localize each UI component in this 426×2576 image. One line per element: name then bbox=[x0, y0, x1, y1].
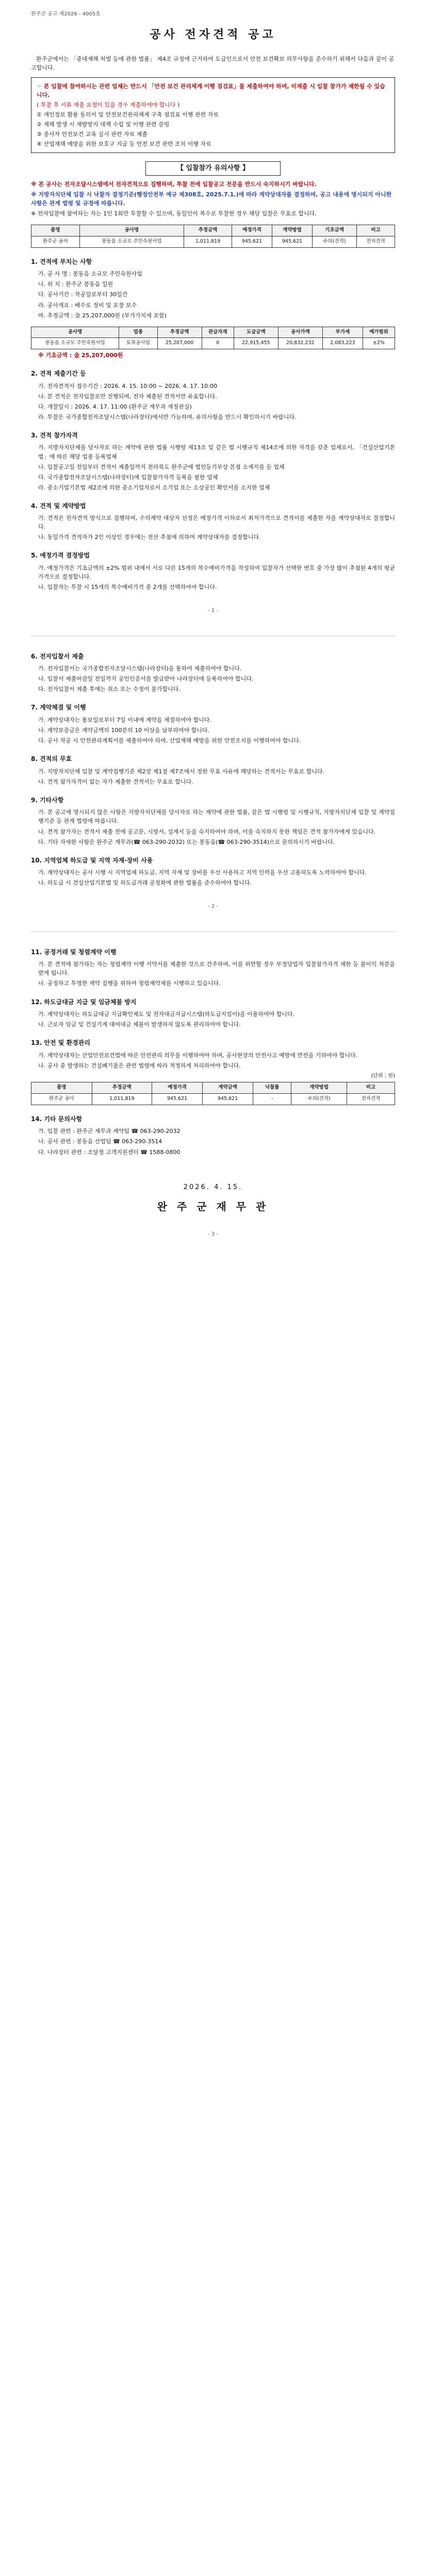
table-cell: 945,621 bbox=[272, 236, 312, 248]
section-item: 마. 추정금액 : 金 25,207,000원 (부가가치세 포함) bbox=[38, 312, 167, 319]
table-row bbox=[31, 236, 395, 248]
table-header-row bbox=[31, 327, 395, 338]
table-row bbox=[31, 1094, 395, 1105]
section-item: 나. 계약보증금은 계약금액의 100분의 10 이상을 납부하여야 합니다. bbox=[38, 727, 210, 734]
section-item: 나. 입찰공고일 전일부터 견적서 제출일까지 전라북도 완주군에 법인등기부상 본점 소재지를 둔 업체 bbox=[38, 463, 285, 470]
section-heading: 9. 기타사항 bbox=[31, 796, 64, 804]
table-header: 도급금액 bbox=[234, 327, 278, 338]
table-header: 공사명 bbox=[79, 225, 184, 236]
notice-item: ☞ 본 입찰에 참여하시는 관련 업체는 반드시 「안전 보건 관리체계 이행 점검표」를 제출하여야 하며, 미제출 시 입찰 참가가 제한될 수 있습니다. bbox=[37, 82, 385, 98]
section-item: 다. 기타 자세한 사항은 완주군 재무과(☎ 063-290-2032) 또는 봉동읍(☎ 063-290-3514)으로 문의하시기 바랍니다. bbox=[38, 838, 335, 845]
section-item: 가. 전자입찰서는 국가종합전자조달시스템(나라장터)을 통하여 제출하여야 합니다. bbox=[38, 665, 242, 672]
table-header: 추정금액 bbox=[184, 225, 232, 236]
section-heading: 5. 예정가격 결정방법 bbox=[31, 552, 90, 560]
table-header: 계약방법 bbox=[272, 225, 312, 236]
section-heading: 6. 전자입찰서 제출 bbox=[31, 652, 84, 660]
table-header: 추정금액 bbox=[157, 327, 202, 338]
section-heading: 10. 지역업체 하도급 및 지역 자재·장비 사용 bbox=[31, 856, 153, 864]
table-cell: 봉동읍 소규모 주민숙원사업 bbox=[31, 338, 119, 349]
table-header: 품명 bbox=[31, 1082, 92, 1094]
section-item: 나. 공사 중 발생하는 건설폐기물은 관련 법령에 따라 적정하게 처리하여야 합니다. bbox=[38, 1062, 241, 1069]
section-heading: 1. 견적에 부치는 사항 bbox=[31, 258, 92, 265]
table-cell: 수의(견적) bbox=[313, 236, 357, 248]
notice-date: 2026. 4. 15. bbox=[183, 1183, 243, 1191]
table-cell: 완주군 공사 bbox=[31, 1094, 92, 1105]
section-item: 나. 위 치 : 완주군 봉동읍 일원 bbox=[38, 281, 113, 288]
section-item: 가. 공 사 명 : 봉동읍 소규모 주민숙원사업 bbox=[38, 270, 142, 278]
table-header: 예정가격 bbox=[152, 1082, 203, 1094]
table-header: 예가범위 bbox=[363, 327, 395, 338]
section-item: 가. 견적은 전자견적 방식으로 집행하며, 수의계약 대상자 선정은 예정가격 이하로서 최저가격으로 견적서를 제출한 자를 계약상대자로 결정합니다. bbox=[38, 515, 395, 531]
table-header: 공사가액 bbox=[278, 327, 322, 338]
notice-item: ④ 산업재해 예방을 위한 보호구 지급 등 안전 보건 관련 조치 이행 자료 bbox=[37, 140, 211, 147]
table-cell: 945,621 bbox=[203, 1094, 253, 1105]
table-cell: - bbox=[253, 1094, 291, 1105]
table-cell: 945,621 bbox=[232, 236, 272, 248]
section-item: 가. 전자견적서 접수기간 : 2026. 4. 15. 10:00 ~ 2026. 4. 17. 10:00 bbox=[38, 382, 217, 389]
section-item: 나. 견적 참가자는 견적서 제출 전에 공고문, 시방서, 설계서 등을 숙지하여야 하며, 이를 숙지하지 못한 책임은 견적 참가자에게 있습니다. bbox=[38, 828, 376, 835]
page-number: - 3 - bbox=[208, 1231, 218, 1237]
table-cell: ±2% bbox=[363, 338, 395, 349]
section-item: 라. 공사개요 : 배수로 정비 및 포장 보수 bbox=[38, 301, 137, 309]
table-header-row bbox=[31, 225, 395, 236]
section-item: 나. 하도급 시 건설산업기본법 및 하도급거래 공정화에 관한 법률을 준수하여야 합니다. bbox=[38, 879, 252, 887]
table-header: 품명 bbox=[31, 225, 80, 236]
table-header: 관급자재 bbox=[202, 327, 234, 338]
section-item: 가. 계약상대자는 공사 시행 시 지역업체 하도급, 지역 자재 및 장비를 우선 사용하고 지역 인력을 우선 고용하도록 노력하여야 합니다. bbox=[38, 869, 367, 876]
document-page bbox=[0, 0, 426, 1279]
section-item: 나. 입찰자는 투찰 시 15개의 복수예비가격 중 2개를 선택하여야 합니다. bbox=[38, 584, 217, 591]
caution-item: ※ 지방자치단체 입찰 시 낙찰자 결정기준(행정안전부 예규 제308호, 2025.7.1.)에 따라 계약상대자를 결정하며, 공고 내용에 명시되지 아니한 사항은 관계 법령 및 규정에 따릅니다. bbox=[31, 191, 392, 207]
section-item: 가. 계약상대자는 산업안전보건법에 따른 안전관리 의무를 이행하여야 하며, 공사현장의 안전사고 예방에 만전을 기하여야 합니다. bbox=[38, 1052, 358, 1059]
section-item: 가. 예정가격은 기초금액의 ±2% 범위 내에서 서로 다른 15개의 복수예비가격을 작성하여 입찰자가 선택한 번호 중 가장 많이 추첨된 4개의 평균가격으로 결정합니다. bbox=[38, 565, 395, 581]
section-heading: 4. 견적 및 계약방법 bbox=[31, 502, 86, 510]
section-item: 라. 투찰은 국가종합전자조달시스템(나라장터)에서만 가능하며, 유의사항을 반드시 확인하시기 바랍니다. bbox=[38, 413, 297, 420]
section-item: 나. 견적 참가자격이 없는 자가 제출한 견적서는 무효로 합니다. bbox=[38, 778, 193, 785]
issuer-name: 완 주 군 재 무 관 bbox=[157, 1200, 269, 1213]
contract-summary-table bbox=[31, 1082, 395, 1105]
table-cell: 봉동읍 소규모 주민숙원사업 bbox=[79, 236, 184, 248]
section-item: 가. 지방자치단체 입찰 및 계약집행기준 제2장 제1절 제7조에서 정한 무효 사유에 해당하는 견적서는 무효로 합니다. bbox=[38, 768, 325, 775]
section-heading: 7. 계약체결 및 이행 bbox=[31, 704, 86, 711]
summary-table bbox=[31, 225, 395, 247]
table-cell: 0 bbox=[202, 338, 234, 349]
section-item: 나. 공사 관련 : 봉동읍 산업팀 ☎ 063-290-3514 bbox=[38, 1138, 162, 1145]
section-item: 라. 중소기업기본법 제2조에 의한 중소기업자로서 소기업 또는 소상공인 확인서를 소지한 업체 bbox=[38, 484, 270, 491]
table-unit: (단위 : 원) bbox=[371, 1073, 395, 1079]
table-cell: 토목공사업 bbox=[119, 338, 158, 349]
section-heading: 3. 견적 참가자격 bbox=[31, 431, 78, 439]
table-cell: 1,011,819 bbox=[92, 1094, 152, 1105]
page-number: - 2 - bbox=[208, 904, 218, 910]
section-item: 나. 입찰서 제출마감일 전일까지 공인인증서를 발급받아 나라장터에 등록하여야 합니다. bbox=[38, 675, 254, 683]
table-cell: 전자견적 bbox=[347, 1094, 395, 1105]
table-cell: 전자견적 bbox=[357, 236, 395, 248]
section-heading: 11. 공정거래 및 청렴계약 이행 bbox=[31, 948, 117, 956]
table-header: 계약방법 bbox=[291, 1082, 347, 1094]
table-header: 공사명 bbox=[31, 327, 119, 338]
section-item: 가. 본 공고에 명시되지 않은 사항은 지방자치단체를 당사자로 하는 계약에 관한 법률, 같은 법 시행령 및 시행규칙, 지방자치단체 입찰 및 계약집행기준 등 관계 법령에 따릅니다. bbox=[38, 809, 395, 825]
table-header: 비고 bbox=[347, 1082, 395, 1094]
table-cell: 945,621 bbox=[152, 1094, 203, 1105]
table-header: 추정금액 bbox=[92, 1082, 152, 1094]
table-header: 업종 bbox=[119, 327, 158, 338]
notice-item: ② 재해 발생 시 재발방지 대책 수립 및 이행 관련 증빙 bbox=[37, 121, 170, 128]
section-item: 가. 계약상대자는 통보일로부터 7일 이내에 계약을 체결하여야 합니다. bbox=[38, 717, 211, 723]
section-item: 나. 본 견적은 전자입찰로만 진행되며, 전자 제출된 견적서만 유효합니다. bbox=[38, 393, 217, 400]
caution-item: ※ 본 공사는 전자조달시스템에서 전자견적으로 집행하며, 투찰 전에 입찰공고 전문을 반드시 숙지하시기 바랍니다. bbox=[31, 181, 317, 188]
table-cell: 수의(견적) bbox=[291, 1094, 347, 1105]
table-header: 기초금액 bbox=[313, 225, 357, 236]
section-heading: 2. 견적 제출기간 등 bbox=[31, 370, 86, 378]
table-cell: 1,011,819 bbox=[184, 236, 232, 248]
section-item: 가. 본 견적에 참가하는 자는 청렴계약 이행 서약서를 제출한 것으로 간주하며, 이를 위반할 경우 부정당업자 입찰참가자격 제한 등 불이익 처분을 받게 됩니다. bbox=[38, 961, 395, 977]
section-heading: 13. 안전 및 환경관리 bbox=[31, 1039, 90, 1047]
caution-list bbox=[31, 180, 395, 218]
table-header-row bbox=[31, 1082, 395, 1094]
section-item: 다. 나라장터 관련 : 조달청 고객지원센터 ☎ 1588-0800 bbox=[38, 1148, 181, 1156]
section-heading: 8. 견적의 무효 bbox=[31, 755, 72, 763]
intro-paragraph: 완주군에서는 「중대재해 처벌 등에 관한 법률」 제4조 규정에 근거하여 도급인으로서 안전 보건확보 의무사항을 준수하기 위해서 다음과 같이 공고합니다. bbox=[31, 55, 395, 71]
table-header: 낙찰률 bbox=[253, 1082, 291, 1094]
section-item: 나. 공정하고 투명한 계약 집행을 위하여 청렴계약제를 시행하고 있습니다. bbox=[38, 980, 221, 987]
caution-heading: 【 입찰참가 유의사항 】 bbox=[145, 161, 281, 176]
section-item: 나. 근로자 임금 및 건설기계 대여대금 체불이 발생하지 않도록 관리하여야 합니다. bbox=[38, 1021, 241, 1028]
section-item: 다. 국가종합전자조달시스템(나라장터)에 입찰참가자격 등록을 필한 업체 bbox=[38, 473, 218, 481]
table-cell: 22,915,455 bbox=[234, 338, 278, 349]
document-title: 공사 전자견적 공고 bbox=[150, 27, 276, 41]
section-item: 다. 공사 착공 시 안전관리계획서를 제출하여야 하며, 산업재해 예방을 위한 안전조치를 이행하여야 합니다. bbox=[38, 737, 301, 744]
project-table bbox=[31, 327, 395, 349]
section-item: 가. 지방자치단체를 당사자로 하는 계약에 관한 법률 시행령 제13조 및 같은 법 시행규칙 제14조에 의한 자격을 갖춘 업체로서, 「건설산업기본법」에 따른 해당 업종 등록업체 bbox=[38, 444, 395, 460]
safety-notice-box bbox=[31, 77, 395, 153]
table-cell: 완주군 공사 bbox=[31, 236, 80, 248]
section-heading: 12. 하도급대금 지급 및 임금체불 방지 bbox=[31, 998, 137, 1006]
table-header: 비고 bbox=[357, 225, 395, 236]
document-number: 완주군 공고 제2026 - 4005호 bbox=[31, 11, 101, 17]
table-cell: 2,083,223 bbox=[322, 338, 363, 349]
table-header: 예정가격 bbox=[232, 225, 272, 236]
section-item: 나. 동일가격 견적자가 2인 이상인 경우에는 전산 추첨에 의하여 계약상대자를 결정합니다. bbox=[38, 534, 261, 541]
page-number: - 1 - bbox=[208, 608, 218, 614]
section-item: 가. 입찰 관련 : 완주군 재무과 계약팀 ☎ 063-290-2032 bbox=[38, 1128, 181, 1135]
table-cell: 20,832,232 bbox=[278, 338, 322, 349]
caution-item: ※ 전자입찰에 참여하는 자는 1인 1회만 투찰할 수 있으며, 동일인이 복수로 투찰한 경우 해당 입찰은 무효로 합니다. bbox=[31, 210, 317, 217]
notice-item: ① 개인정보 활용 동의서 및 안전보건관리체계 구축 점검표 이행 관련 자료 bbox=[37, 111, 219, 118]
base-amount-note: ※ 기초금액 : 金 25,207,000원 bbox=[38, 352, 123, 359]
table-row bbox=[31, 338, 395, 349]
section-item: 가. 계약상대자는 하도급대금 지급확인제도 및 전자대금지급시스템(하도급지킴이)을 이용하여야 합니다. bbox=[38, 1011, 294, 1018]
table-cell: 25,207,000 bbox=[157, 338, 202, 349]
table-header: 계약금액 bbox=[203, 1082, 253, 1094]
section-item: 다. 공사기간 : 착공일로부터 30일간 bbox=[38, 291, 128, 298]
notice-item: ③ 종사자 안전보건 교육 실시 관련 자료 제출 bbox=[37, 130, 148, 138]
section-item: 다. 전자입찰서 제출 후에는 취소 또는 수정이 불가합니다. bbox=[38, 686, 181, 693]
section-item: 다. 개찰일시 : 2026. 4. 17. 11:00 (완주군 재무과 재정관실) bbox=[38, 403, 192, 410]
notice-item: ( 투찰 후 서류 제출 요청이 있을 경우 제출하여야 합니다 ) bbox=[37, 101, 180, 108]
section-heading: 14. 기타 문의사항 bbox=[31, 1115, 83, 1123]
table-header: 부가세 bbox=[322, 327, 363, 338]
